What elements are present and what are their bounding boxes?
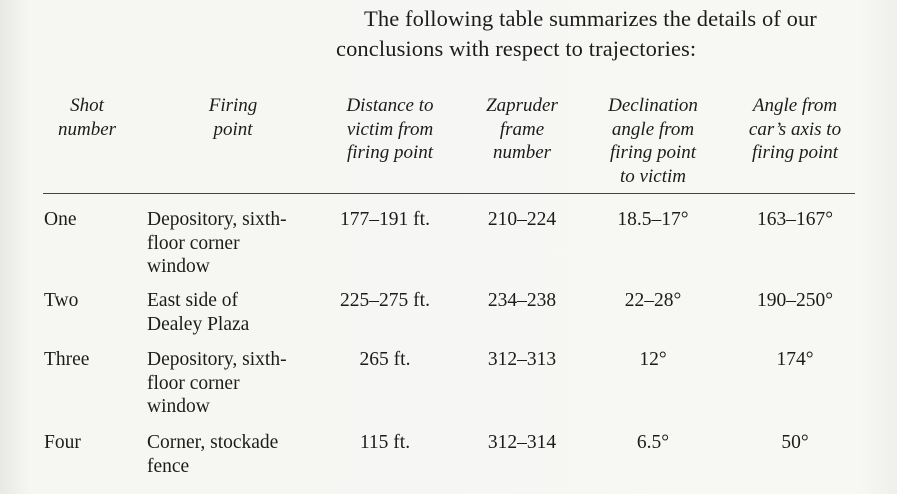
header-zapruder-frame: Zapruder frame number — [486, 95, 558, 163]
cell-firing-point: Depository, sixth- floor corner window — [147, 349, 287, 417]
header-firing-point: Firing point — [208, 95, 258, 140]
cell-shot-number: One — [44, 209, 77, 230]
cell-shot-number: Four — [44, 432, 81, 453]
intro-line-2: conclusions with respect to trajectories: — [336, 36, 697, 61]
cell-declination: 18.5–17° — [617, 209, 689, 230]
cell-zapruder-frame: 312–314 — [487, 432, 557, 453]
cell-car-axis-angle: 50° — [781, 432, 809, 453]
intro-line-1: The following table summarizes the details of our — [364, 6, 817, 31]
cell-declination: 22–28° — [624, 290, 682, 311]
cell-firing-point: Corner, stockade fence — [147, 432, 279, 477]
cell-car-axis-angle: 163–167° — [756, 209, 834, 230]
cell-firing-point: Depository, sixth- floor corner window — [147, 209, 287, 277]
cell-shot-number: Three — [44, 349, 90, 370]
cell-zapruder-frame: 234–238 — [487, 290, 557, 311]
header-declination: Declination angle from firing point to victim — [608, 95, 698, 187]
cell-car-axis-angle: 174° — [776, 349, 814, 370]
header-rule — [43, 193, 855, 194]
cell-zapruder-frame: 210–224 — [487, 209, 557, 230]
cell-declination: 12° — [639, 349, 667, 370]
header-distance: Distance to victim from firing point — [346, 95, 434, 163]
cell-distance: 225–275 ft. — [340, 290, 430, 311]
cell-zapruder-frame: 312–313 — [487, 349, 557, 370]
cell-shot-number: Two — [44, 290, 79, 311]
cell-distance: 177–191 ft. — [340, 209, 430, 230]
cell-distance: 115 ft. — [359, 432, 411, 453]
intro-paragraph — [336, 4, 876, 64]
cell-car-axis-angle: 190–250° — [756, 290, 834, 311]
cell-declination: 6.5° — [636, 432, 670, 453]
cell-distance: 265 ft. — [359, 349, 411, 370]
header-car-axis-angle: Angle from car’s axis to firing point — [748, 95, 842, 163]
cell-firing-point: East side of Dealey Plaza — [147, 290, 250, 335]
header-shot-number: Shot number — [57, 95, 117, 140]
